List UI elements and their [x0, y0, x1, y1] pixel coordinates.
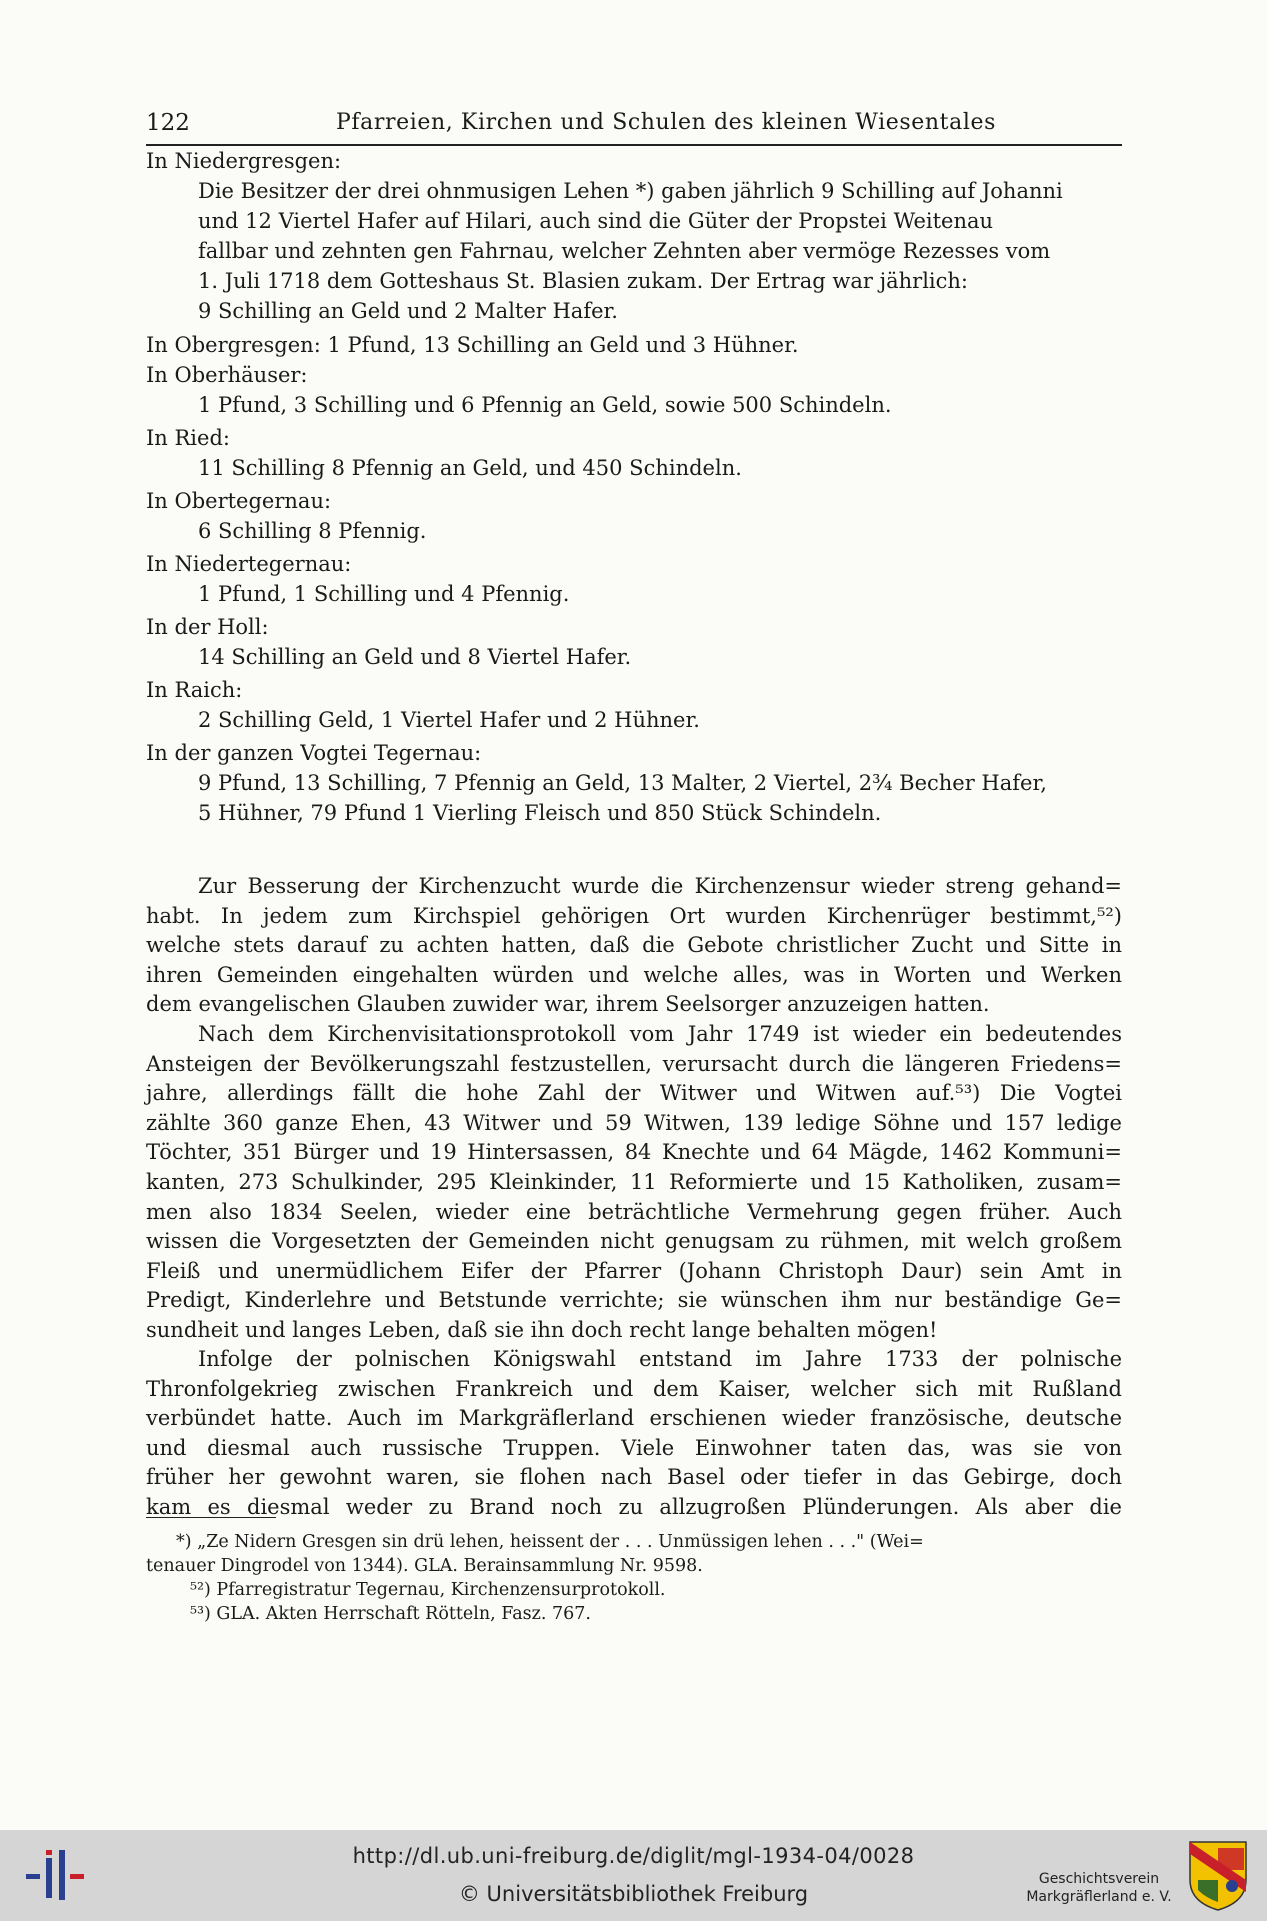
- section-line: 6 Schilling 8 Pfennig.: [198, 519, 427, 543]
- paragraph-kirchenzucht: [146, 872, 1122, 1020]
- copyright-text: © Universitätsbibliothek Freiburg: [458, 1882, 809, 1906]
- paragraph-line: jahre, allerdings fällt die hohe Zahl der Witwer und Witwen auf.⁵³) Die Vogtei: [146, 1081, 1122, 1106]
- coat-of-arms-icon: [1188, 1840, 1248, 1912]
- footnote-line: ⁵³) GLA. Akten Herrschaft Rötteln, Fasz. 767.: [190, 1604, 591, 1624]
- running-head: Pfarreien, Kirchen und Schulen des kleinen Wiesentales: [336, 110, 996, 135]
- document-url-link[interactable]: http://dl.ub.uni-freiburg.de/diglit/mgl-1934-04/0028: [352, 1844, 915, 1868]
- paragraph-line: habt. In jedem zum Kirchspiel gehörigen Ort wurden Kirchenrüger bestimmt,⁵²): [146, 903, 1122, 928]
- paragraph-line: kam es diesmal weder zu Brand noch zu allzugroßen Plünderungen. Als aber die: [146, 1494, 1122, 1519]
- footnotes: [146, 1530, 1122, 1626]
- section-line: 1. Juli 1718 dem Gotteshaus St. Blasien zukam. Der Ertrag war jährlich:: [198, 269, 968, 293]
- paragraph-line: Thronfolgekrieg zwischen Frankreich und dem Kaiser, welcher sich mit Rußland: [146, 1376, 1122, 1401]
- section-line: 1 Pfund, 1 Schilling und 4 Pfennig.: [198, 582, 570, 606]
- paragraph-line: Nach dem Kirchenvisitationsprotokoll vom Jahr 1749 ist wieder ein bedeutendes: [198, 1022, 1122, 1046]
- paragraph-line: sundheit und langes Leben, daß sie ihn doch recht lange behalten mögen!: [146, 1317, 938, 1342]
- paragraph-thronfolgekrieg: [146, 1345, 1122, 1523]
- section-line: 14 Schilling an Geld und 8 Viertel Hafer.: [198, 645, 632, 669]
- section-line: Die Besitzer der drei ohnmusigen Lehen *) gaben jährlich 9 Schilling auf Johanni: [198, 179, 1063, 203]
- paragraph-line: men also 1834 Seelen, wieder eine beträchtliche Vermehrung gegen früher. Auch: [146, 1199, 1122, 1224]
- footnote-line: *) „Ze Nidern Gresgen sin drü lehen, heissent der . . . Unmüssigen lehen . . ." (Wei=: [176, 1532, 924, 1552]
- paragraph-line: Fleiß und unermüdlichem Eifer der Pfarrer (Johann Christoph Daur) sein Amt in: [146, 1258, 1122, 1283]
- section-line: fallbar und zehnten gen Fahrnau, welcher Zehnten aber vermöge Rezesses vom: [198, 239, 1051, 263]
- section-line: 1 Pfund, 3 Schilling und 6 Pfennig an Geld, sowie 500 Schindeln.: [198, 393, 892, 417]
- page-header: [146, 104, 1122, 146]
- section-line: 2 Schilling Geld, 1 Viertel Hafer und 2 Hühner.: [198, 708, 700, 732]
- paragraph-line: Predigt, Kinderlehre und Betstunde verrichte; sie wünschen ihm nur beständige Ge=: [146, 1288, 1122, 1313]
- paragraph-line: zählte 360 ganze Ehen, 43 Witwer und 59 Witwen, 139 ledige Söhne und 157 ledige: [146, 1110, 1122, 1135]
- section-line: 9 Schilling an Geld und 2 Malter Hafer.: [198, 299, 618, 323]
- society-name: [1018, 1870, 1180, 1906]
- paragraph-line: Infolge der polnischen Königswahl entstand im Jahre 1733 der polnische: [198, 1347, 1122, 1371]
- section-line: 5 Hühner, 79 Pfund 1 Vierling Fleisch und 850 Stück Schindeln.: [198, 801, 882, 825]
- paragraph-line: verbündet hatte. Auch im Markgräflerland erschienen wieder französische, deutsche: [146, 1406, 1122, 1431]
- society-line-2: Markgräflerland e. V.: [1026, 1889, 1172, 1905]
- paragraph-line: dem evangelischen Glauben zuwider war, ihrem Seelsorger anzuzeigen hatten.: [146, 992, 990, 1017]
- section-head: In Ried:: [146, 426, 230, 450]
- page-number: 122: [146, 110, 190, 136]
- paragraph-visitation: [146, 1020, 1122, 1346]
- section-head: In Niedergresgen:: [146, 149, 342, 173]
- section-head: In Obergresgen: 1 Pfund, 13 Schilling an Geld und 3 Hühner.: [146, 333, 799, 357]
- paragraph-line: wissen die Vorgesetzten der Gemeinden nicht genugsam zu rühmen, mit welch großem: [146, 1229, 1122, 1254]
- paragraph-line: früher her gewohnt waren, sie flohen nach Basel oder tiefer in das Gebirge, doch: [146, 1465, 1122, 1490]
- footnote-line: ⁵²) Pfarregistratur Tegernau, Kirchenzensurprotokoll.: [190, 1580, 666, 1600]
- footnote-rule: [146, 1517, 276, 1518]
- section-head: In der ganzen Vogtei Tegernau:: [146, 741, 482, 765]
- paragraph-line: und diesmal auch russische Truppen. Viele Einwohner taten das, was sie von: [146, 1435, 1122, 1460]
- paragraph-line: Töchter, 351 Bürger und 19 Hintersassen, 84 Knechte und 64 Mägde, 1462 Kommuni=: [146, 1140, 1122, 1165]
- paragraph-line: Ansteigen der Bevölkerungszahl festzustellen, verursacht durch die längeren Friedens=: [146, 1051, 1122, 1076]
- section-head: In Niedertegernau:: [146, 552, 352, 576]
- section-line: 11 Schilling 8 Pfennig an Geld, und 450 Schindeln.: [198, 456, 742, 480]
- society-line-1: Geschichtsverein: [1038, 1871, 1160, 1887]
- paragraph-line: Zur Besserung der Kirchenzucht wurde die Kirchenzensur wieder streng gehand=: [198, 874, 1122, 898]
- paragraph-line: ihren Gemeinden eingehalten würden und welche alles, was in Worten und Werken: [146, 962, 1122, 987]
- section-line: 9 Pfund, 13 Schilling, 7 Pfennig an Geld, 13 Malter, 2 Viertel, 2¾ Becher Hafer,: [198, 771, 1047, 795]
- section-head: In Obertegernau:: [146, 489, 332, 513]
- section-line: und 12 Viertel Hafer auf Hilari, auch sind die Güter der Propstei Weitenau: [198, 209, 994, 233]
- section-head: In Raich:: [146, 678, 243, 702]
- paragraph-line: kanten, 273 Schulkinder, 295 Kleinkinder, 11 Reformierte und 15 Katholiken, zusam=: [146, 1169, 1122, 1194]
- viewer-footer: [0, 1830, 1267, 1921]
- paragraph-line: welche stets darauf zu achten hatten, daß die Gebote christlicher Zucht und Sitte in: [146, 933, 1122, 958]
- footnote-line: tenauer Dingrodel von 1344). GLA. Berainsammlung Nr. 9598.: [146, 1556, 703, 1576]
- tithe-list: [146, 146, 1122, 828]
- section-head: In Oberhäuser:: [146, 363, 308, 387]
- section-head: In der Holl:: [146, 615, 269, 639]
